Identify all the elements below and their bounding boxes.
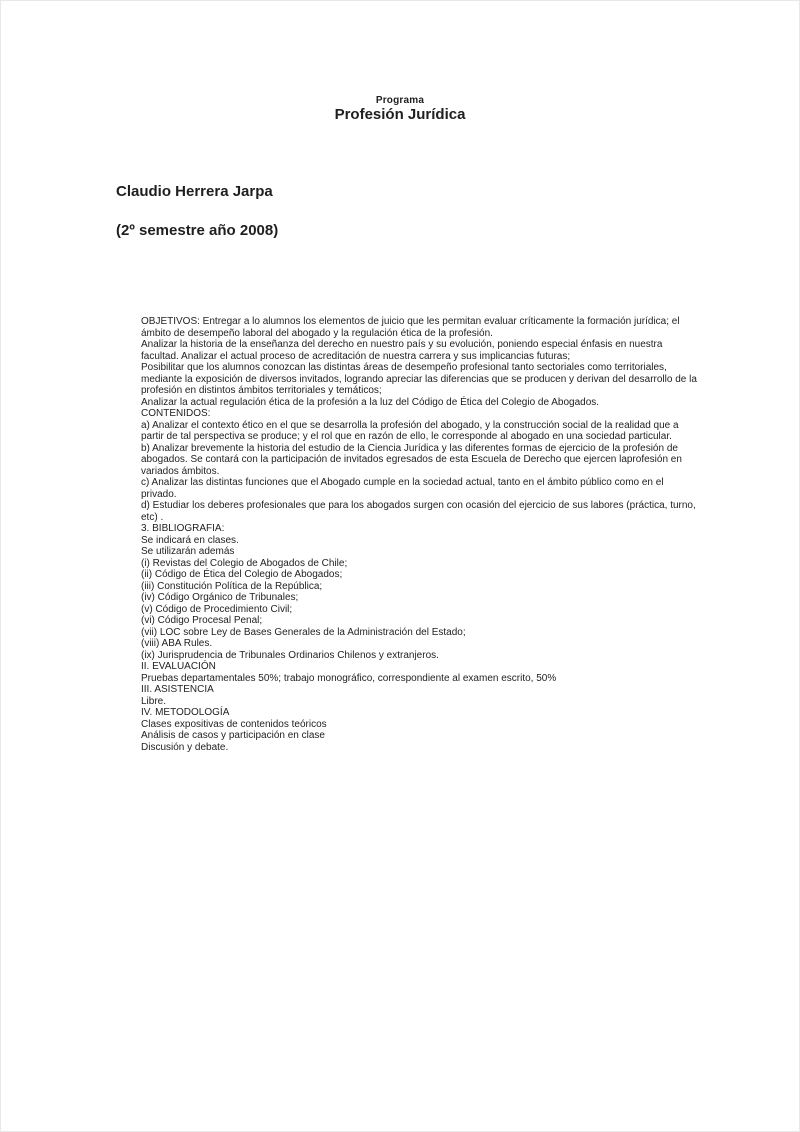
doc-title: Profesión Jurídica — [334, 106, 466, 123]
asistencia-section — [141, 684, 697, 707]
bibliografia-line: (i) Revistas del Colegio de Abogados de Chile; — [141, 557, 348, 569]
evaluacion-section — [141, 661, 697, 684]
bibliografia-heading: 3. BIBLIOGRAFIA: — [141, 523, 225, 534]
bibliografia-line: (iv) Código Orgánico de Tribunales; — [141, 592, 299, 603]
metodologia-section — [141, 707, 697, 753]
regulacion-paragraph: Analizar la actual regulación ética de la profesión a la luz del Código de Ética del Colegio de Abogados. — [141, 396, 600, 408]
contenidos-item-a: a) Analizar el contexto ético en el que se desarrolla la profesión del abogado, y la construcción social de la realidad que a partir de tal perspectiva se produce; y el rol que en razón de ello, le corresponde al abogado en una sociedad particular. — [141, 419, 679, 442]
contenidos-item-b: b) Analizar brevemente la historia del estudio de la Ciencia Jurídica y las diferentes formas de ejercicio de la profesión de abogados. Se contará con la participación de invitados egresados de esta Escuela de Derecho que ejercen laprofesión en variados ámbitos. — [141, 442, 682, 477]
bibliografia-line: (iii) Constitución Política de la República; — [141, 580, 323, 592]
posibilitar-paragraph: Posibilitar que los alumnos conozcan las distintas áreas de desempeño profesional tanto sectoriales como territoriales, mediante la exposición de diversos invitados, logrando apreciar las diferencias que se producen y derivan del desarrollo de la profesión en distintos ámbitos territoriales y temáticos; — [141, 362, 697, 396]
document-body — [141, 316, 697, 753]
bibliografia-line: Se indicará en clases. — [141, 534, 239, 546]
bibliografia-line: (vi) Código Procesal Penal; — [141, 615, 263, 626]
evaluacion-heading: II. EVALUACIÓN — [141, 661, 216, 672]
contenidos-item-d: d) Estudiar los deberes profesionales que para los abogados surgen con ocasión del ejercicio de sus labores (práctica, turno, etc) . — [141, 500, 696, 523]
metodologia-line: Análisis de casos y participación en clase — [141, 730, 325, 741]
objetivos-paragraph: OBJETIVOS: Entregar a lo alumnos los elementos de juicio que les permitan evaluar críticamente la formación jurídica; el ámbito de desempeño laboral del abogado y la regulación ética de la profesión. — [141, 316, 680, 339]
contenidos-heading: CONTENIDOS: — [141, 408, 211, 419]
asistencia-heading: III. ASISTENCIA — [141, 684, 214, 695]
term-label: (2º semestre año 2008) — [116, 222, 279, 239]
bibliografia-line: (v) Código de Procedimiento Civil; — [141, 603, 293, 615]
bibliografia-line: (ii) Código de Ética del Colegio de Abogados; — [141, 569, 343, 580]
metodologia-line: Discusión y debate. — [141, 741, 229, 753]
bibliografia-line: Se utilizarán además — [141, 546, 235, 557]
historia-paragraph: Analizar la historia de la enseñanza del derecho en nuestro país y su evolución, poniendo especial énfasis en nuestra facultad. Analizar el actual proceso de acreditación de nuestra carrera y sus implicancias futuras; — [141, 339, 663, 362]
metodologia-heading: IV. METODOLOGÍA — [141, 707, 230, 718]
bibliografia-line: (vii) LOC sobre Ley de Bases Generales de la Administración del Estado; — [141, 626, 466, 638]
asistencia-text: Libre. — [141, 695, 167, 707]
doc-kicker: Programa — [375, 95, 425, 106]
bibliografia-line: (viii) ABA Rules. — [141, 638, 213, 649]
metodologia-line: Clases expositivas de contenidos teóricos — [141, 718, 327, 730]
bibliografia-section — [141, 523, 697, 661]
bibliografia-line: (ix) Jurisprudencia de Tribunales Ordinarios Chilenos y extranjeros. — [141, 649, 439, 661]
evaluacion-text: Pruebas departamentales 50%; trabajo monográfico, correspondiente al examen escrito, 50% — [141, 672, 557, 684]
contenidos-item-c: c) Analizar las distintas funciones que el Abogado cumple en la sociedad actual, tanto en el ámbito público como en el privado. — [141, 477, 664, 500]
author-name: Claudio Herrera Jarpa — [116, 183, 273, 200]
